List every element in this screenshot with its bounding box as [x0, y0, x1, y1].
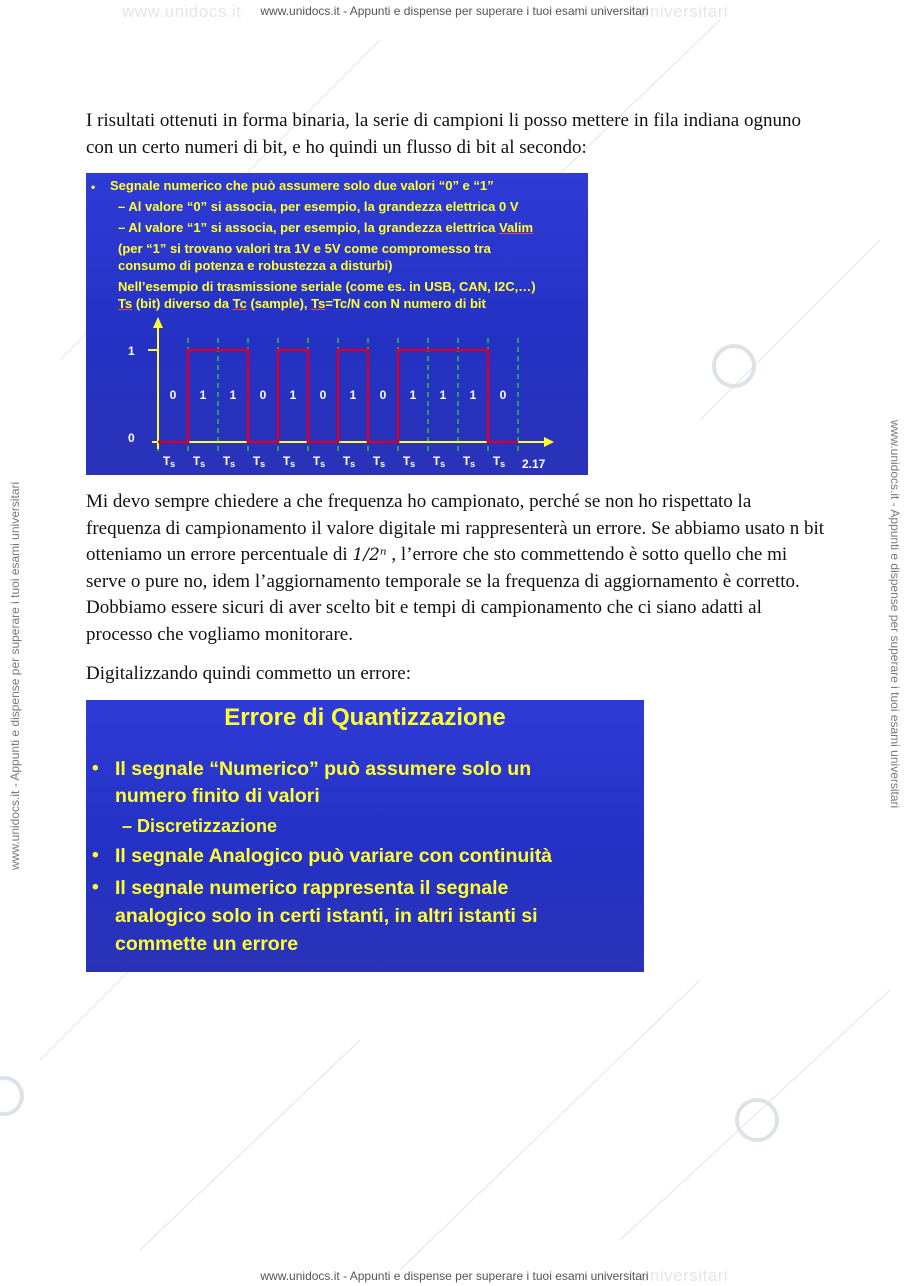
slide1-line-2: – Al valore “0” si associa, per esempio, la grandezza elettrica 0 V [118, 199, 519, 214]
valim-label: Valim [499, 220, 533, 235]
slide2-item-3c: commette un errore [115, 933, 299, 955]
quantization-error-slide [86, 700, 644, 972]
bit-label-2: 1 [229, 388, 237, 402]
sampling-paragraph [86, 489, 826, 648]
ts-tick-label-2: Ts [222, 454, 236, 469]
x-axis-arrow [544, 437, 554, 447]
slide2-bullet-2: • [92, 845, 99, 866]
slide2-item-2: Il segnale Analogico può variare con continuità [115, 845, 553, 867]
slide2-bullet-1: • [92, 758, 99, 779]
slide1-line-6: Nell’esempio di trasmissione seriale (come es. in USB, CAN, I2C,…) [118, 279, 536, 294]
ts-tick-label-7: Ts [372, 454, 386, 469]
slide1-line-1: Segnale numerico che può assumere solo due valori “0” e “1” [110, 178, 494, 193]
left-side-watermark: www.unidocs.it - Appunti e dispense per superare i tuoi esami universitari [8, 481, 22, 870]
ts-tick-label-9: Ts [432, 454, 446, 469]
ts-line-mid1: (bit) diverso da [132, 296, 233, 311]
bit-label-11: 0 [499, 388, 507, 402]
y-label-0: 0 [128, 431, 135, 445]
bit-label-4: 1 [289, 388, 297, 402]
bit-label-1: 1 [199, 388, 207, 402]
slide1-line-5: consumo di potenza e robustezza a disturbi) [118, 258, 393, 273]
binary-signal-slide [86, 173, 588, 475]
ts-tick-label-4: Ts [282, 454, 296, 469]
bit-label-6: 1 [349, 388, 357, 402]
ghost-watermark-bottom-right: universitari [640, 1266, 729, 1285]
slide2-item-3b: analogico solo in certi istanti, in altri istanti si [115, 905, 538, 927]
slide1-bullet: • [91, 180, 96, 194]
footer-watermark[interactable]: www.unidocs.it - Appunti e dispense per superare i tuoi esami universitari [260, 1269, 649, 1283]
slide2-item-3a: Il segnale numerico rappresenta il segnale [115, 877, 509, 899]
slide2-item-1b: numero finito di valori [115, 785, 320, 807]
ts-formula-label: Ts [311, 296, 326, 311]
ts-tick-label-10: Ts [462, 454, 476, 469]
bit-label-10: 1 [469, 388, 477, 402]
ts-tick-label-3: Ts [252, 454, 266, 469]
ts-tick-label-5: Ts [312, 454, 326, 469]
slide2-title: Errore di Quantizzazione [224, 704, 506, 731]
sampling-paragraph-text-b: , l’errore che sto commettendo è sotto quello che mi serve o pure no, idem l’aggiornamento temporale se la frequenza di aggiornamento è corretto. Dobbiamo essere sicuri di aver scelto bit e tempi di campionamento che ci siano adatti al processo che vogliamo monitorare. [86, 544, 800, 645]
slide2-subitem: – Discretizzazione [122, 816, 278, 836]
right-side-watermark: www.unidocs.it - Appunti e dispense per superare i tuoi esami universitari [888, 420, 902, 809]
slide1-line-3-text: – Al valore “1” si associa, per esempio, la grandezza elettrica [118, 220, 500, 235]
slide-number: 2.17 [522, 457, 546, 471]
ghost-watermark-top-right: universitari [640, 2, 729, 21]
header-watermark[interactable]: www.unidocs.it - Appunti e dispense per superare i tuoi esami universitari [260, 4, 649, 18]
y-axis-arrow [153, 317, 163, 328]
signal-waveform [158, 350, 518, 442]
ts-formula-rest: =Tc/N con N numero di bit [325, 296, 486, 311]
bit-label-3: 0 [259, 388, 267, 402]
bit-label-9: 1 [439, 388, 447, 402]
binary-waveform-chart [86, 173, 588, 475]
slide1-line-4: (per “1” si trovano valori tra 1V e 5V come compromesso tra [118, 241, 491, 256]
slide2-item-1a: Il segnale “Numerico” può assumere solo un [115, 758, 532, 780]
ts-label: Ts [118, 296, 133, 311]
tc-label: Tc [232, 296, 247, 311]
bit-label-0: 0 [169, 388, 177, 402]
ts-line-mid2: (sample), [246, 296, 312, 311]
ts-tick-label-6: Ts [342, 454, 356, 469]
y-label-1: 1 [128, 344, 135, 358]
bit-label-7: 0 [379, 388, 387, 402]
bit-label-5: 0 [319, 388, 327, 402]
bit-label-8: 1 [409, 388, 417, 402]
ghost-watermark-top-left: www.unidocs.it [122, 2, 242, 21]
error-formula: 1/2ⁿ [352, 545, 387, 565]
sampling-paragraph-text-a: Mi devo sempre chiedere a che frequenza ho campionato, perché se non ho rispettato la frequenza di campionamento il valore digitale mi rappresenterà un errore. Se abbiamo usato n bit otteniamo un errore percentuale di [86, 491, 825, 565]
ts-tick-label-8: Ts [402, 454, 416, 469]
digitization-paragraph: Digitalizzando quindi commetto un errore: [86, 663, 412, 684]
ts-tick-label-0: Ts [162, 454, 176, 469]
intro-paragraph: I risultati ottenuti in forma binaria, la serie di campioni li posso mettere in fila indiana ognuno con un certo numeri di bit, e ho quindi un flusso di bit al secondo: [86, 110, 801, 158]
ts-tick-label-1: Ts [192, 454, 206, 469]
ts-tick-label-11: Ts [492, 454, 506, 469]
slide2-bullet-3: • [92, 877, 99, 898]
